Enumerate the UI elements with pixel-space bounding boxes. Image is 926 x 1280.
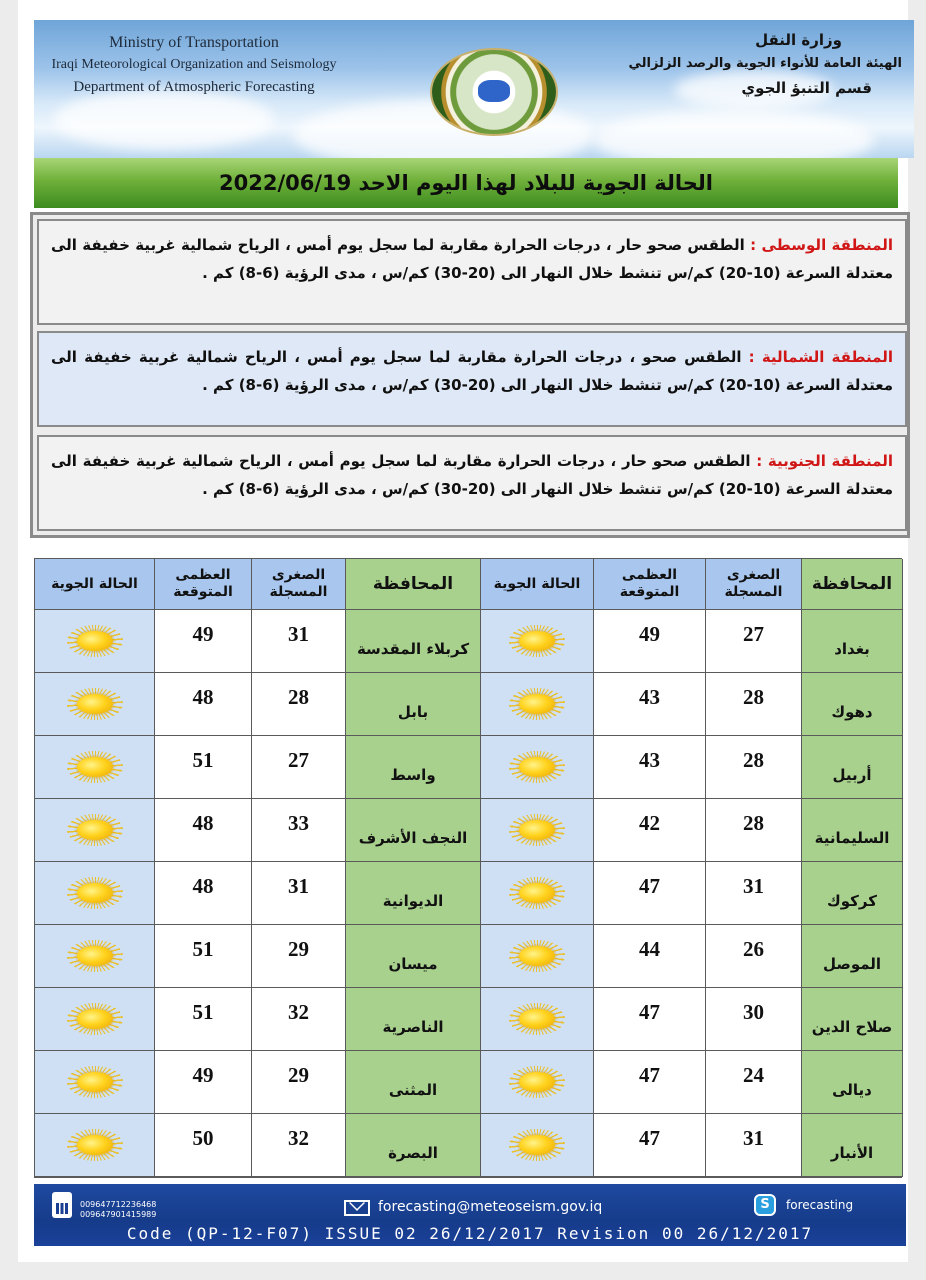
sun-icon [507,686,567,722]
province-name: الأنبار [802,1114,903,1177]
min-temp: 27 [252,736,346,799]
header-weather: الحالة الجوية [35,559,155,610]
weather-cell [481,925,594,988]
weather-cell [35,925,155,988]
min-temp: 27 [706,610,802,673]
sun-icon [65,686,125,722]
sun-icon [507,749,567,785]
header-max: العظمى المتوقعة [594,559,706,610]
weather-cell [35,799,155,862]
header-banner [34,20,914,158]
province-name: البصرة [346,1114,481,1177]
sun-icon [65,938,125,974]
sun-core [77,1072,113,1092]
sun-icon [507,1001,567,1037]
min-temp: 32 [252,988,346,1051]
organization-name: Iraqi Meteorological Organization and Seismology [51,57,337,72]
province-name: السليمانية [802,799,903,862]
min-temp: 32 [252,1114,346,1177]
sun-icon [65,749,125,785]
min-temp: 28 [706,673,802,736]
table-grid [35,559,901,1177]
weather-cell [35,673,155,736]
sun-core [77,631,113,651]
max-temp: 43 [594,673,706,736]
title-bar [34,158,898,208]
max-temp: 51 [155,925,252,988]
weather-cell [481,1051,594,1114]
province-name: كركوك [802,862,903,925]
footer-contact-bar [34,1184,906,1246]
phone-numbers [80,1200,156,1220]
sun-icon [507,812,567,848]
weather-cell [481,862,594,925]
sun-icon [507,875,567,911]
max-temp: 47 [594,1114,706,1177]
skype-handle: forecasting [786,1198,854,1212]
region-forecast-text: الطقس صحو حار ، درجات الحرارة مقاربة لما سجل يوم أمس ، الرياح شمالية غربية خفيفة الى معتدلة السرعة (10-20) كم/س تنشط خلال النهار الى (20-30) كم/س ، مدى الرؤية (6-8) كم . [51,452,893,498]
department-name-ar: قسم التنبؤ الجوي [741,79,872,97]
region-central [37,219,907,325]
region-name: المنطقة الوسطى : [750,236,893,254]
region-north [37,331,907,427]
region-south [37,435,907,531]
min-temp: 28 [706,799,802,862]
weather-cell [35,1114,155,1177]
max-temp: 48 [155,673,252,736]
min-temp: 28 [706,736,802,799]
weather-cell [481,799,594,862]
max-temp: 48 [155,799,252,862]
weather-cell [35,862,155,925]
sun-core [519,631,555,651]
province-name: واسط [346,736,481,799]
org-name-english [34,32,354,98]
header-min: الصغرى المسجلة [706,559,802,610]
header-province: المحافظة [802,559,903,610]
sun-core [77,820,113,840]
region-forecast-text: الطقس صحو حار ، درجات الحرارة مقاربة لما سجل يوم أمس ، الرياح شمالية غربية خفيفة الى معتدلة السرعة (10-20) كم/س تنشط خلال النهار الى (20-30) كم/س ، مدى الرؤية (6-8) كم . [51,236,893,282]
min-temp: 26 [706,925,802,988]
max-temp: 48 [155,862,252,925]
max-temp: 44 [594,925,706,988]
phone-number: 009647712236468 [80,1200,157,1209]
province-name: ديالى [802,1051,903,1114]
sun-core [519,694,555,714]
province-name: الموصل [802,925,903,988]
ministry-name-ar: وزارة النقل [755,31,842,49]
sun-core [77,757,113,777]
min-temp: 33 [252,799,346,862]
weather-cell [481,736,594,799]
min-temp: 31 [252,610,346,673]
header-max: العظمى المتوقعة [155,559,252,610]
sun-icon [507,938,567,974]
sun-icon [507,623,567,659]
organization-logo [432,50,556,134]
sun-core [77,1135,113,1155]
mail-icon [344,1200,370,1216]
max-temp: 43 [594,736,706,799]
header-min: الصغرى المسجلة [252,559,346,610]
min-temp: 29 [252,1051,346,1114]
province-name: ميسان [346,925,481,988]
sun-core [519,1135,555,1155]
max-temp: 51 [155,988,252,1051]
sun-core [519,1072,555,1092]
sun-icon [65,812,125,848]
weather-cell [481,988,594,1051]
regions-section [30,212,910,538]
min-temp: 24 [706,1051,802,1114]
max-temp: 49 [155,610,252,673]
max-temp: 51 [155,736,252,799]
weather-cell [481,673,594,736]
phone-number: 009647901415989 [80,1210,157,1219]
province-name: كربلاء المقدسة [346,610,481,673]
min-temp: 31 [706,1114,802,1177]
province-name: النجف الأشرف [346,799,481,862]
sun-icon [65,875,125,911]
province-table [34,558,902,1178]
email-address[interactable]: forecasting@meteoseism.gov.iq [378,1199,603,1215]
sun-core [519,946,555,966]
department-name: Department of Atmospheric Forecasting [73,79,315,95]
org-name-arabic [602,28,902,100]
max-temp: 47 [594,1051,706,1114]
sun-icon [65,1001,125,1037]
organization-name-ar: الهيئة العامة للأنواء الجوية والرصد الزلزالي [628,56,902,71]
sun-icon [65,1064,125,1100]
weather-cell [35,988,155,1051]
sun-core [77,694,113,714]
region-name: المنطقة الشمالية : [748,348,893,366]
sun-core [519,883,555,903]
max-temp: 47 [594,988,706,1051]
logo-emblem [478,80,510,102]
bulletin-title: الحالة الجوية للبلاد لهذا اليوم الاحد 2022/06/19 [219,171,713,195]
sun-core [77,1009,113,1029]
province-name: بابل [346,673,481,736]
weather-cell [35,736,155,799]
sun-core [519,757,555,777]
province-name: الديوانية [346,862,481,925]
weather-cell [35,1051,155,1114]
weather-cell [35,610,155,673]
sun-core [519,820,555,840]
weather-cell [481,610,594,673]
region-name: المنطقة الجنوبية : [756,452,893,470]
province-name: المثنى [346,1051,481,1114]
weather-cell [481,1114,594,1177]
max-temp: 47 [594,862,706,925]
max-temp: 50 [155,1114,252,1177]
skype-icon: S [754,1194,776,1216]
sun-icon [65,623,125,659]
province-name: صلاح الدين [802,988,903,1051]
sun-core [519,1009,555,1029]
sun-icon [507,1127,567,1163]
max-temp: 49 [594,610,706,673]
max-temp: 42 [594,799,706,862]
header-province: المحافظة [346,559,481,610]
province-name: الناصرية [346,988,481,1051]
sun-core [77,946,113,966]
province-name: دهوك [802,673,903,736]
ministry-name: Ministry of Transportation [109,34,279,51]
min-temp: 29 [252,925,346,988]
min-temp: 31 [706,862,802,925]
province-name: أربيل [802,736,903,799]
phone-icon [52,1192,72,1218]
min-temp: 30 [706,988,802,1051]
min-temp: 28 [252,673,346,736]
min-temp: 31 [252,862,346,925]
province-name: بغداد [802,610,903,673]
header-weather: الحالة الجوية [481,559,594,610]
document-code: Code (QP-12-F07) ISSUE 02 26/12/2017 Revision 00 26/12/2017 [126,1224,814,1243]
sun-icon [507,1064,567,1100]
region-forecast-text: الطقس صحو ، درجات الحرارة مقاربة لما سجل يوم أمس ، الرياح شمالية غربية خفيفة الى معتدلة السرعة (10-20) كم/س تنشط خلال النهار الى (20-30) كم/س ، مدى الرؤية (6-8) كم . [51,348,893,394]
sun-core [77,883,113,903]
sun-icon [65,1127,125,1163]
max-temp: 49 [155,1051,252,1114]
